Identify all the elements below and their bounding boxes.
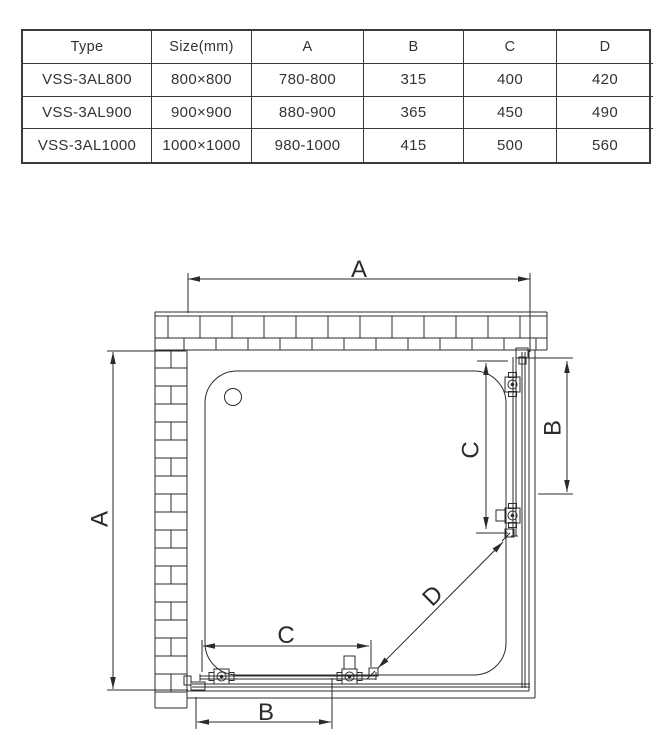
right-door-assembly — [496, 348, 528, 688]
table-cell: 780-800 — [252, 64, 364, 97]
table-header-d: D — [557, 31, 653, 64]
dim-label-d: D — [417, 580, 449, 612]
table-cell: 800×800 — [152, 64, 252, 97]
table-cell: VSS-3AL800 — [23, 64, 152, 97]
drain-circle — [225, 389, 242, 406]
bottom-door-assembly — [184, 656, 530, 690]
shower-tray — [205, 371, 506, 675]
table-cell: 1000×1000 — [152, 129, 252, 162]
table-cell: 500 — [464, 129, 557, 162]
table-header-b: B — [364, 31, 464, 64]
table-cell: VSS-3AL1000 — [23, 129, 152, 162]
table-cell: 415 — [364, 129, 464, 162]
top-wall — [155, 312, 547, 350]
dim-label-a-left: A — [86, 510, 114, 528]
table-cell: 450 — [464, 97, 557, 130]
dim-label-a-top: A — [350, 256, 368, 283]
dim-label-c-right: C — [457, 441, 485, 459]
table-cell: 880-900 — [252, 97, 364, 130]
table-header-size: Size(mm) — [152, 31, 252, 64]
table-cell: 420 — [557, 64, 653, 97]
table-cell: 980-1000 — [252, 129, 364, 162]
table-header-a: A — [252, 31, 364, 64]
dim-label-c-bottom: C — [277, 622, 295, 649]
table-cell: 560 — [592, 137, 618, 155]
table-cell: 400 — [464, 64, 557, 97]
left-wall-bricks — [155, 350, 187, 692]
table-cell: VSS-3AL900 — [23, 97, 152, 130]
table-cell: 900×900 — [152, 97, 252, 130]
table-cell: 490 — [557, 97, 653, 130]
top-wall-bricks — [168, 316, 536, 350]
dim-label-b-right: B — [539, 419, 567, 437]
table-header-type: Type — [23, 31, 152, 64]
table-cell: 315 — [364, 64, 464, 97]
dim-label-b-bottom: B — [257, 699, 275, 726]
table-cell: 365 — [364, 97, 464, 130]
left-wall — [155, 312, 187, 708]
table-header-c: C — [464, 31, 557, 64]
dimension-a-left — [107, 351, 188, 690]
roller — [337, 656, 362, 684]
